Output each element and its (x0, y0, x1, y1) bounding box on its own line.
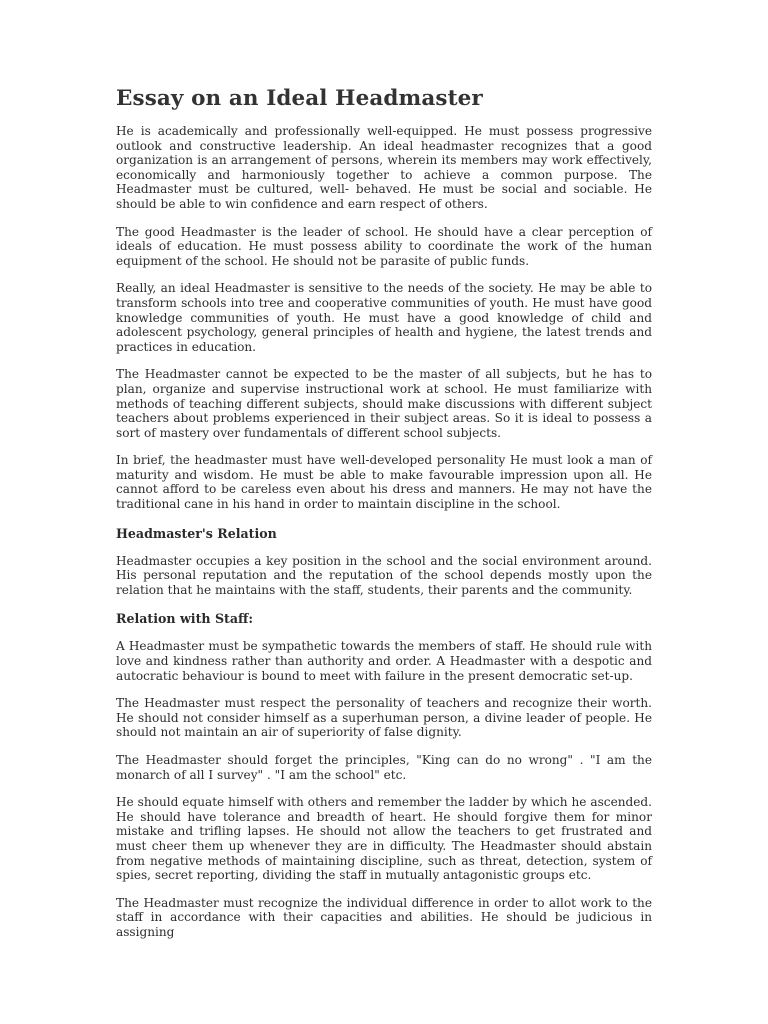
paragraph-1: He is academically and professionally well-equipped. He must possess progressive outlook and constructive leadership. An ideal headmaster recognizes that a good organization is an arrangement of persons, wherein its members may work effectively, economically and harmoniously together to achieve a common purpose. The Headmaster must be cultured, well- behaved. He must be social and sociable. He should be able to win confidence and earn respect of others. (116, 124, 652, 211)
document-page (116, 86, 652, 953)
paragraph-staff-3: The Headmaster should forget the principles, "King can do no wrong" . "I am the monarch of all I survey" . "I am the school" etc. (116, 753, 652, 782)
paragraph-staff-1: A Headmaster must be sympathetic towards the members of staff. He should rule with love and kindness rather than authority and order. A Headmaster with a despotic and autocratic behaviour is bound to meet with failure in the present democratic set-up. (116, 639, 652, 683)
paragraph-staff-2: The Headmaster must respect the personality of teachers and recognize their worth. He should not consider himself as a superhuman person, a divine leader of people. He should not maintain an air of superiority of false dignity. (116, 696, 652, 740)
section-heading-relation: Headmaster's Relation (116, 525, 277, 541)
section-heading-staff: Relation with Staff: (116, 611, 254, 627)
paragraph-staff-5: The Headmaster must recognize the individual difference in order to allot work to the staff in accordance with their capacities and abilities. He should be judicious in assigning (116, 895, 652, 939)
paragraph-relation: Headmaster occupies a key position in the school and the social environment around. His personal reputation and the reputation of the school depends mostly upon the relation that he maintains with the staff, students, their parents and the community. (116, 553, 652, 597)
paragraph-staff-4: He should equate himself with others and remember the ladder by which he ascended. He should have tolerance and breadth of heart. He should forgive them for minor mistake and trifling lapses. He should not allow the teachers to get frustrated and must cheer them up whenever they are in difficulty. The Headmaster should abstain from negative methods of maintaining discipline, such as threat, detection, system of spies, secret reporting, dividing the staff in mutually antagonistic groups etc. (116, 795, 652, 883)
document-title: Essay on an Ideal Headmaster (116, 86, 483, 111)
paragraph-4: The Headmaster cannot be expected to be the master of all subjects, but he has to plan, organize and supervise instructional work at school. He must familiarize with methods of teaching different subjects, should make discussions with different subject teachers about problems experienced in their subject areas. So it is ideal to possess a sort of mastery over fundamentals of different school subjects. (116, 367, 652, 440)
paragraph-3: Really, an ideal Headmaster is sensitive to the needs of the society. He may be able to transform schools into tree and cooperative communities of youth. He must have good knowledge communities of youth. He must have a good knowledge of child and adolescent psychology, general principles of health and hygiene, the latest trends and practices in education. (116, 281, 652, 354)
paragraph-5: In brief, the headmaster must have well-developed personality He must look a man of maturity and wisdom. He must be able to make favourable impression upon all. He cannot afford to be careless even about his dress and manners. He may not have the traditional cane in his hand in order to maintain discipline in the school. (116, 453, 652, 512)
paragraph-2: The good Headmaster is the leader of school. He should have a clear perception of ideals of education. He must possess ability to coordinate the work of the human equipment of the school. He should not be parasite of public funds. (116, 224, 652, 268)
